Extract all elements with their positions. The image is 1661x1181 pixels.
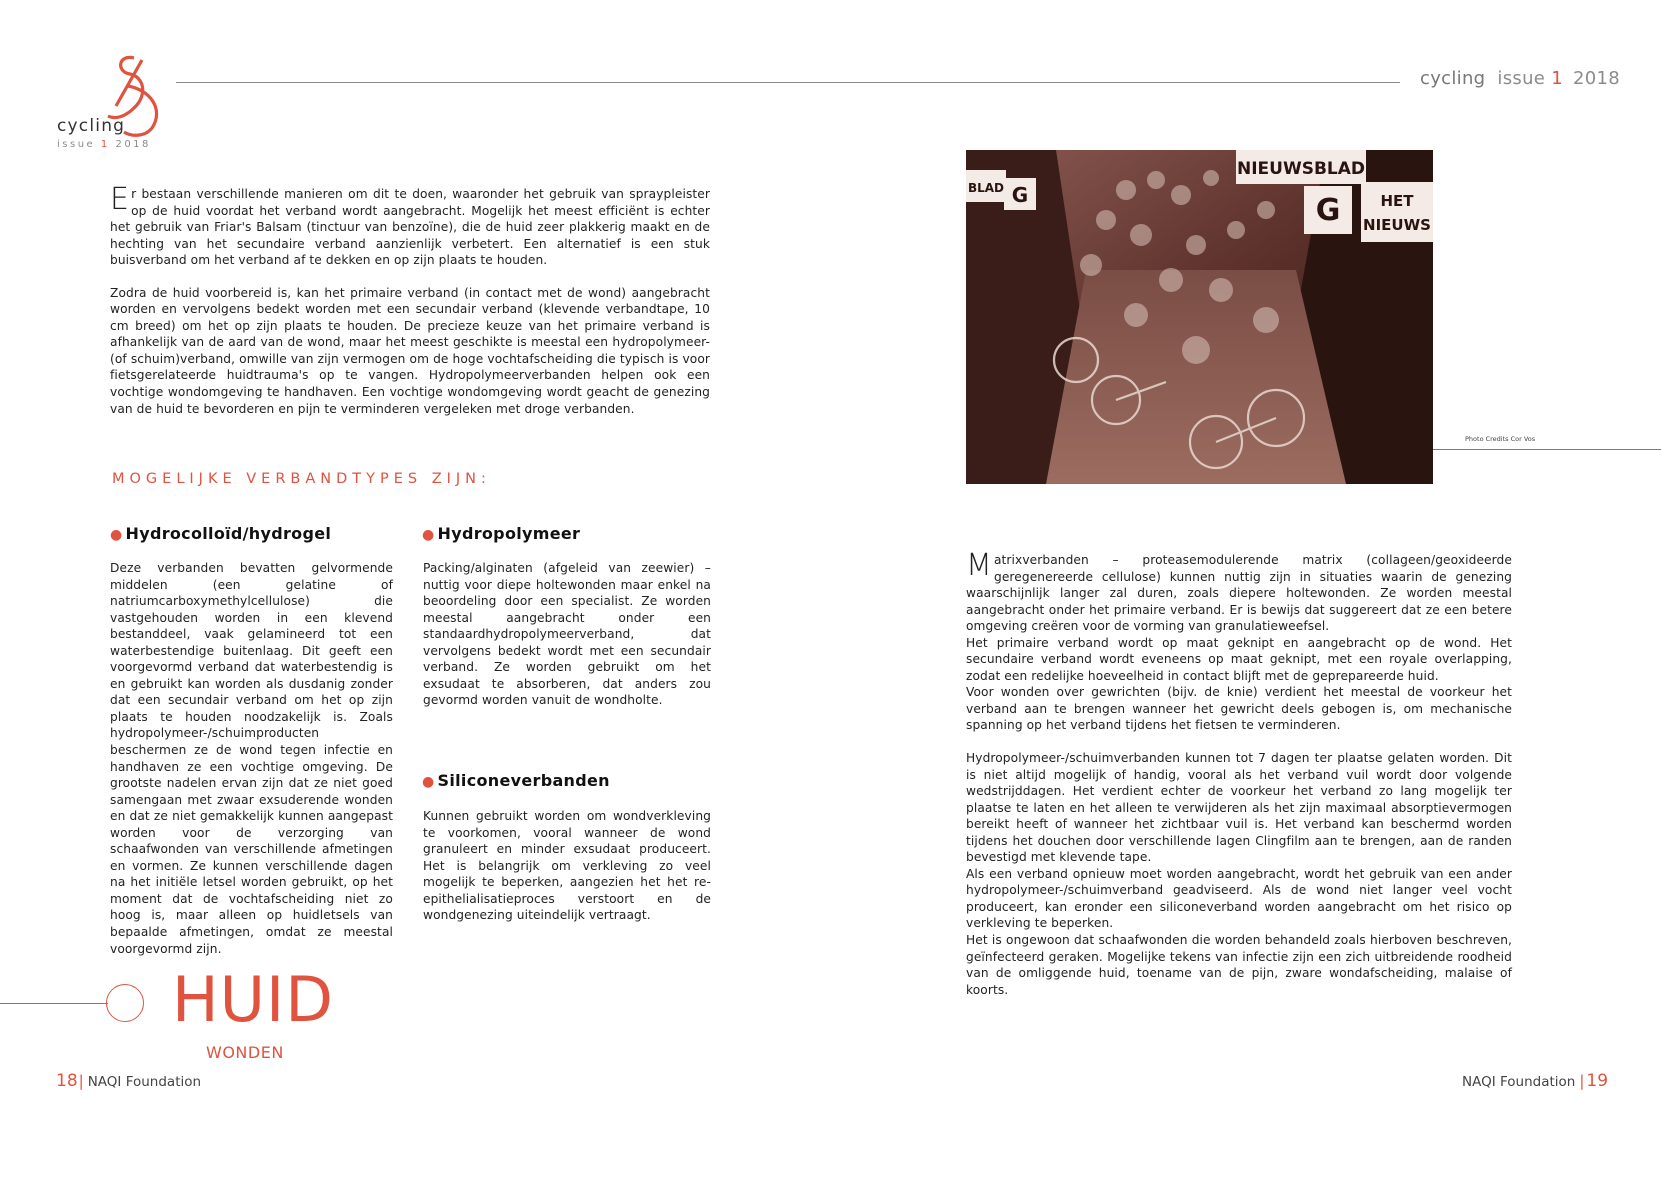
logo-issue: issue 1 2018 [57, 139, 151, 150]
page-number-right: 19 [1586, 1071, 1609, 1091]
banner-het: HET [1380, 192, 1414, 210]
section-title: MOGELIJKE VERBANDTYPES ZIJN: [112, 471, 491, 487]
banner-nieuwsblad: NIEUWSBLAD [1236, 159, 1366, 179]
bullet-icon: ● [110, 527, 123, 543]
big-subtitle: WONDEN [206, 1043, 284, 1062]
subhead-hydrocolloid: ● Hydrocolloïd/hydrogel [110, 524, 332, 543]
hydropolymeer-text: Packing/alginaten (afgeleid van zeewier) – nuttig voor diepe holtewonden maar enkel na beoordeling door een specialist. Ze worden meestal aangebracht onder een standaardhydropolymeerverband, dat vervolgens bedekt wordt met een secundair verband. Ze worden gebruikt om het exsudaat te absorberen, dat anders zou gevormd worden vanuit de wondholte. [423, 561, 711, 708]
title-rule [0, 1003, 108, 1004]
right-column-text: Matrixverbanden – proteasemodulerende matrix (collageen/geoxideerde geregenereerde cellulose) kunnen nuttig zijn in situaties waarin de genezing waarschijnlijk langer zal duren, zoals diepere holtewonden. Ze worden meestal aangebracht onder het primaire verband. Er is bewijs dat suggereert dat ze een betere omgeving creëren voor de vorming van granulatieweefsel. Het primaire verband wordt op maat geknipt en aangebracht op de wond. Het secundaire verband wordt eveneens op maat geknipt, met een royale overlapping, zodat een redelijke hoeveelheid in contact blijft met de geprepareerde huid. Voor wonden over gewrichten (bijv. de knie) verdient het meestal de voorkeur het verband aan te brengen wanneer het gewricht deels gebogen is, om mechanische spanning op het verband tijdens het fietsen te verminderen. Hydropolymeer-/schuimverbanden kunnen tot 7 dagen ter plaatse gelaten worden. Dit is niet altijd mogelijk of handig, vooral als het verband vuil wordt door volgende wedstrijddagen. Het verdient echter de voorkeur het verband zo lang mogelijk ter plaatse te laten en het alleen te verwijderen als het zijn maximaal absorptievermogen bereikt heeft of wanneer het zichtbaar vuil is. Het verband kan beschermd worden tijdens het douchen door verschillende lagen Clingfilm aan te brengen, aan de randen bevestigd met klevende tape. Als een verband opnieuw moet worden aangebracht, wordt het gebruik van een ander hydropolymeer-/schuimverband geadviseerd. Als de wond niet langer veel vocht produceert, kan eronder een siliconeverband worden aangebracht om het risico op verkleving te beperken. Het is ongewoon dat schaafwonden die worden behandeld zoals hierboven beschreven, geïnfecteerd geraken. Mogelijke tekens van infectie zijn een zich uitbreidende roodheid van de omliggende huid, toename van de pijn, zware wondafscheiding, malaise of koorts. [966, 548, 1512, 997]
header-right-title: cycling issue 1 2018 [1420, 68, 1621, 89]
silicone-text: Kunnen gebruikt worden om wondverkleving te voorkomen, vooral wanneer de wond granuleert en minder exsudaat produceert. Het is belangrijk om verkleving zo veel mogelijk te beperken, aangezien het het re-epithelialisatieproces verstoort en de wondgenezing uiteindelijk vertraagt. [423, 809, 711, 923]
badge-g-1: G [1011, 183, 1029, 207]
drop-cap: M [966, 548, 992, 583]
intro-text: Er bestaan verschillende manieren om dit te doen, waaronder het gebruik van spraypleister op de huid voordat het verband wordt aangebracht. Mogelijk het meest efficiënt is echter het gebruik van Friar's Balsam (tinctuur van benzoïne), die de huid zeer plakkerig maakt en de hechting van het secundaire verband aanzienlijk verbetert. Een alternatief is een stuk buisverband om het verband af te dekken en op zijn plaats te houden. Zodra de huid voorbereid is, kan het primaire verband (in contact met de wond) aangebracht worden en vervolgens bedekt worden met een secundair verband (klevende verbandtape, 10 cm breed) om het op zijn plaats te houden. De precieze keuze van het primaire verband is afhankelijk van de aard van de wond, maar het meest geschikte is meestal een hydropolymeer- (of schuim)verband, omwille van zijn vermogen om de hoge vochtafscheiding die typisch is voor fietsgerelateerde huidtrauma's op te vangen. Hydropolymeerverbanden helpen ook een vochtige wondomgeving te handhaven. Een vochtige wondomgeving wordt geacht de genezing van de huid te bevorderen en pijn te verminderen vergeleken met droge verbanden. [110, 182, 710, 416]
drop-cap: E [110, 182, 130, 217]
title-circle-icon [106, 984, 144, 1022]
footer-org-left: NAQI Foundation [87, 1074, 202, 1090]
footer-right: NAQI Foundation | 19 [1462, 1071, 1609, 1091]
photo-credit-rule [1433, 449, 1661, 450]
badge-g-2: G [1315, 193, 1341, 228]
logo-word: cycling [57, 116, 126, 136]
page-number-left: 18 [56, 1071, 78, 1091]
header-rule [176, 82, 1400, 83]
banner-blad: BLAD [967, 181, 1005, 195]
cycling-photo [966, 150, 1433, 484]
footer-left: 18| NAQI Foundation [56, 1071, 202, 1091]
logo [56, 50, 166, 160]
bullet-icon: ● [422, 774, 435, 790]
subhead-silicone: ● Siliconeverbanden [422, 771, 610, 790]
photo-illustration [966, 150, 1433, 484]
bullet-icon: ● [422, 527, 435, 543]
big-title: HUID [172, 963, 335, 1036]
banner-nieuws: NIEUWS [1363, 216, 1431, 234]
hydrocolloid-text: Deze verbanden bevatten gelvormende middelen (een gelatine of natriumcarboxymethylcellulose) die vastgehouden worden in een klevend bestanddeel, vaak gelamineerd tot een waterbestendige buitenlaag. Dit geeft een voorgevormd verband dat waterbestendig is en gebruikt kan worden als dusdanig zonder dat een secundair verband om het op zijn plaats te houden noodzakelijk is. Zoals hydropolymeer-/schuimproducten beschermen ze de wond tegen infectie en handhaven ze een vochtige omgeving. De grootste nadelen ervan zijn dat ze niet goed samengaan met zwaar exsuderende wonden en dat ze niet gemakkelijk kunnen aangepast worden voor de verzorging van schaafwonden van verschillende afmetingen en vormen. Ze kunnen verschillende dagen na het initiële letsel worden gebruikt, op het moment dat de vochtafscheiding niet zo hoog is, maar alleen op huidletsels van bepaalde afmetingen, omdat ze meestal voorgevormd zijn. [110, 561, 393, 956]
footer-org-right: NAQI Foundation [1462, 1074, 1576, 1090]
subhead-hydropolymeer: ● Hydropolymeer [422, 524, 581, 543]
photo-credit: Photo Credits Cor Vos [1465, 435, 1536, 443]
